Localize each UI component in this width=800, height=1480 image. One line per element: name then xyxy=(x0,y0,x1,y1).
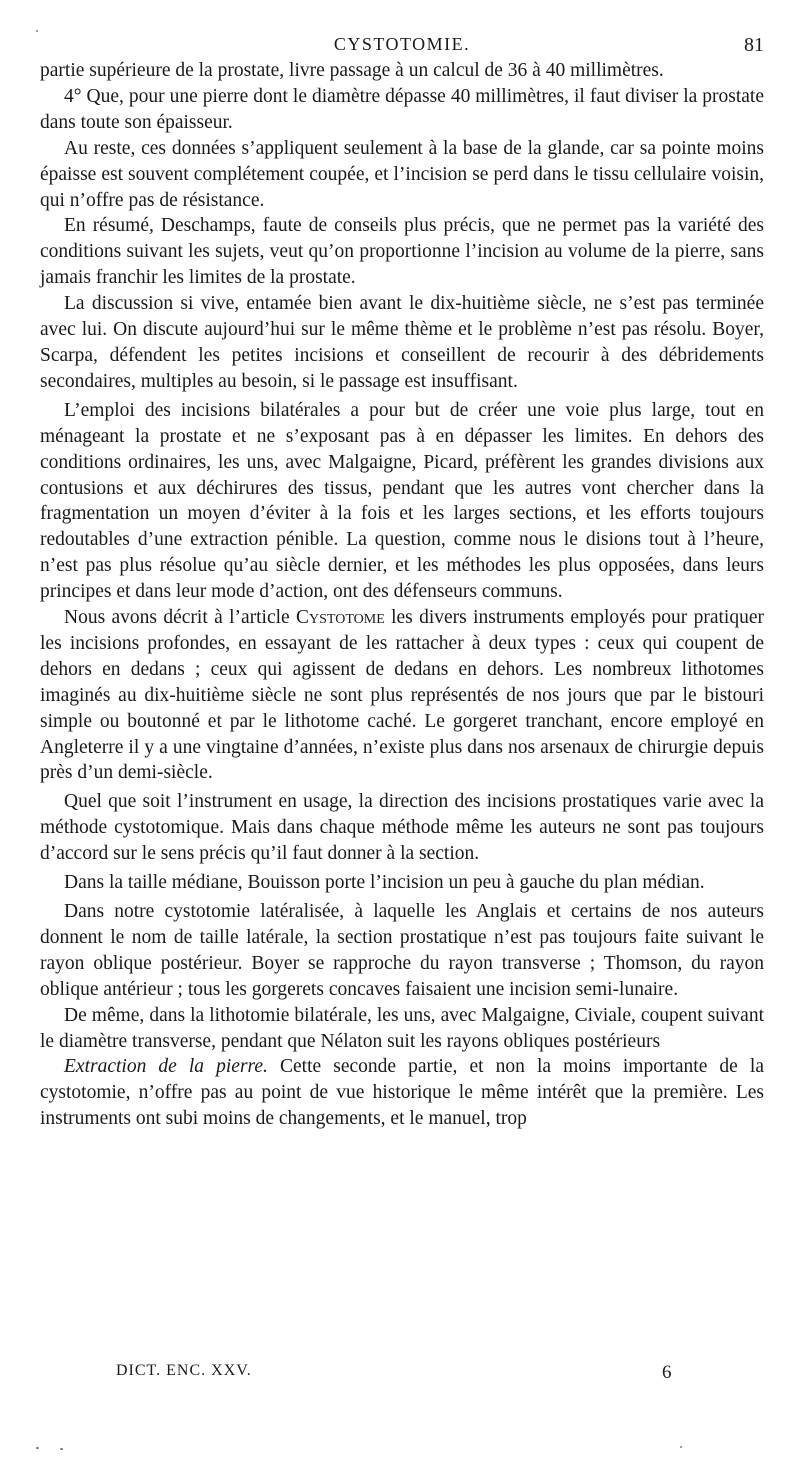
ink-speck xyxy=(36,1447,39,1449)
sheet-number: 6 xyxy=(662,1362,672,1383)
ink-speck xyxy=(680,1446,682,1448)
ink-speck xyxy=(36,30,38,32)
paragraph-12 xyxy=(40,1054,764,1132)
page-footer xyxy=(40,1362,764,1386)
paragraph-8: Quel que soit l’instrument en usage, la direction des incisions prostatiques varie avec la méthode cystotomique. Mais dans chaque méthode même les auteurs ne sont pas toujours d’accord sur le sens précis qu’il faut donner à la section. xyxy=(40,791,764,865)
paragraph-4: En résumé, Deschamps, faute de conseils plus précis, que ne permet pas la variété des conditions suivant les sujets, veut qu’on proportionne l’incision au volume de la pierre, sans jamais franchir les limites de la prostate. xyxy=(40,215,764,289)
paragraph-9: Dans la taille médiane, Bouisson porte l’incision un peu à gauche du plan médian. xyxy=(64,872,705,894)
paragraph-3: Au reste, ces données s’appliquent seulement à la base de la glande, car sa pointe moins épaisse est souvent complétement coupée, et l’incision se perd dans le tissu cellulaire voisin, qui n’offre pas de résistance. xyxy=(40,137,764,211)
running-title: CYSTOTOMIE. xyxy=(333,34,471,54)
paragraph-11: De même, dans la lithotomie bilatérale, les uns, avec Malgaigne, Civiale, coupent suivant le diamètre transverse, pendant que Nélaton suit les rayons obliques postérieurs xyxy=(40,1004,764,1052)
paragraph-12-text: Cette seconde partie, et non la moins importante de la cystotomie, n’offre pas au point de vue historique le même intérêt que la première. Les instruments ont subi moins de changements, et le manuel, trop xyxy=(40,1056,764,1130)
paragraph-2: 4° Que, pour une pierre dont le diamètre dépasse 40 millimètres, il faut diviser la prostate dans toute son épaisseur. xyxy=(40,85,764,133)
paragraph-7-text-end: les divers instruments employés pour pratiquer les incisions profondes, en essayant de les rattacher à deux types : ceux qui coupent de dehors en dedans ; ceux qui agissent de dedans en dehors. Les nombreux lithotomes imaginés au dix-huitième siècle ne sont plus représentés de nos jours que par le bistouri simple ou boutonné et par le lithotome caché. Le gorgeret tranchant, encore employé en Angleterre il y a une vingtaine d’années, n’existe plus dans nos arsenaux de chirurgie depuis près d’un demi-siècle. xyxy=(40,607,764,784)
paragraph-1: partie supérieure de la prostate, livre passage à un calcul de 36 à 40 millimètres. xyxy=(40,60,664,81)
printer-signature: DICT. ENC. XXV. xyxy=(116,1362,252,1379)
paragraph-6: L’emploi des incisions bilatérales a pour but de créer une voie plus large, tout en ménageant la prostate et ne s’exposant pas à en dépasser les limites. En dehors des conditions ordinaires, les uns, avec Malgaigne, Picard, préfèrent les grandes divisions aux contusions et aux déchirures des tissus, pendant que les autres vont chercher dans la fragmentation un moyen d’éviter à la fois et les larges sections, et les efforts toujours redoutables d’une extraction pénible. La question, comme nous le disions tout à l’heure, n’est pas plus résolue qu’au siècle dernier, et les méthodes les plus opposées, dans leurs principes et dans leur mode d’action, ont des défenseurs communs. xyxy=(40,399,764,603)
page-number: 81 xyxy=(744,34,764,56)
paragraph-7-text-start: Nous avons décrit à l’article xyxy=(64,607,297,629)
paragraph-5: La discussion si vive, entamée bien avant le dix-huitième siècle, ne s’est pas terminée avec lui. On discute aujourd’hui sur le même thème et le problème n’est pas résolu. Boyer, Scarpa, défendent les petites incisions et conseillent de recourir à des débridements secondaires, multiples au besoin, si le passage est insuffisant. xyxy=(40,293,764,392)
body-text xyxy=(40,58,764,1132)
ink-speck xyxy=(60,1448,63,1450)
article-reference: Cystotome xyxy=(296,607,385,629)
section-heading: Extraction de la pierre. xyxy=(64,1056,268,1078)
running-head xyxy=(40,34,764,56)
paragraph-10: Dans notre cystotomie latéralisée, à laquelle les Anglais et certains de nos auteurs donnent le nom de taille latérale, la section prostatique n’est pas toujours faite suivant le rayon oblique postérieur. Boyer se rapproche du rayon transverse ; Thomson, du rayon oblique antérieur ; tous les gorgerets concaves faisaient une incision semi-lunaire. xyxy=(40,901,764,1000)
paragraph-7 xyxy=(40,605,764,786)
